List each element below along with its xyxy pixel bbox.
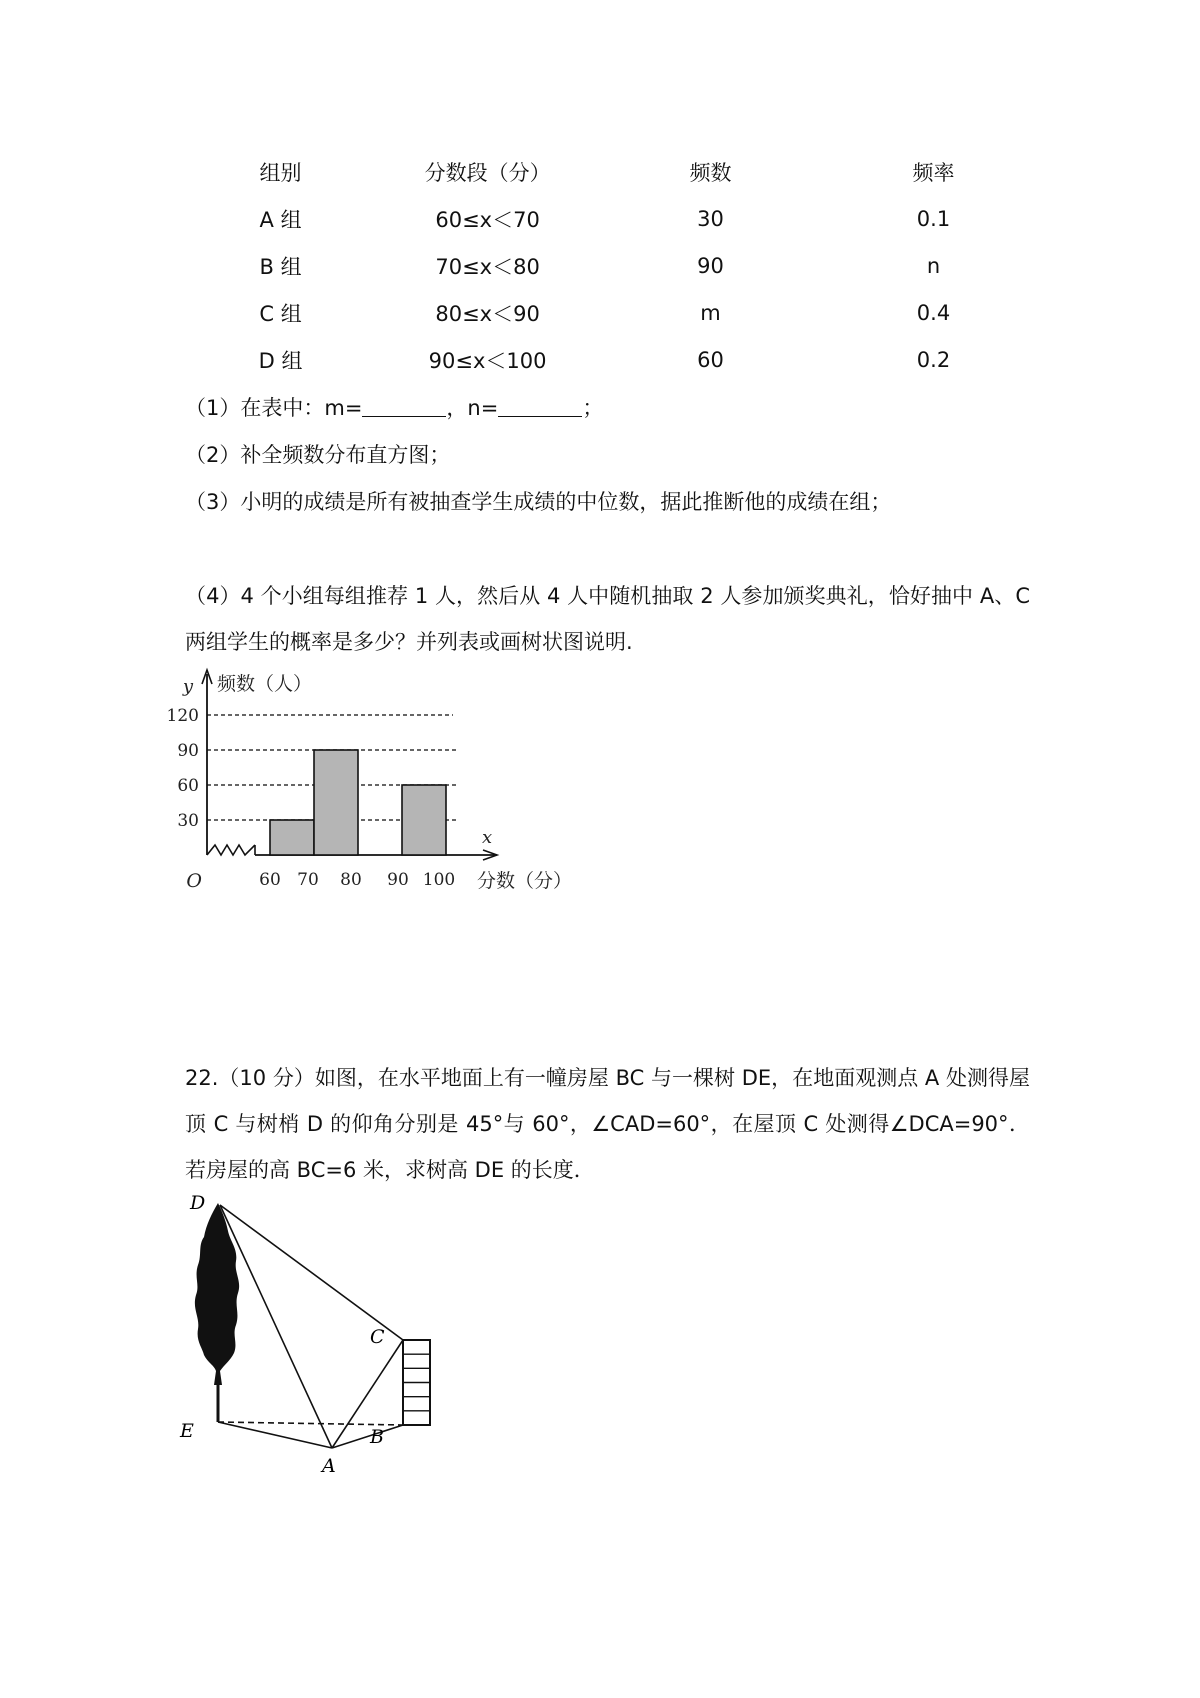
x-axis-letter: x <box>482 827 493 848</box>
label-E: E <box>180 1420 194 1442</box>
header-frequency: 频数 <box>689 160 732 185</box>
answer-blank-m <box>362 394 446 417</box>
table-cell: n <box>926 253 941 278</box>
histogram-bar <box>314 750 358 855</box>
table-cell: 60 <box>697 347 724 372</box>
table-cell: C 组 <box>259 301 302 326</box>
question-1-mid: ，n= <box>446 396 499 420</box>
question-3: （3）小明的成绩是所有被抽查学生成绩的中位数，据此推断他的成绩在组； <box>185 490 892 514</box>
table-cell: 30 <box>697 206 724 231</box>
x-axis-title: 分数（分） <box>477 870 573 892</box>
frequency-table-body <box>185 148 1045 383</box>
table-cell: 80≤x＜90 <box>435 301 540 326</box>
problem-22-text: 22.（10 分）如图，在水平地面上有一幢房屋 BC 与一棵树 DE，在地面观测点 A 处测得屋顶 C 与树梢 D 的仰角分别是 45°与 60°，∠CAD=60°，在屋顶 C 处测得∠DCA=90°．若房屋的高 BC=6 米，求树高 DE 的长度． <box>185 1066 1030 1182</box>
frequency-table <box>185 148 1045 383</box>
table-cell: 0.4 <box>916 300 951 325</box>
y-tick-label: 60 <box>177 776 199 796</box>
table-cell: 90≤x＜100 <box>428 348 547 373</box>
table-cell: 90 <box>697 253 724 278</box>
x-tick-label: 100 <box>422 870 456 890</box>
table-cell: 70≤x＜80 <box>435 254 540 279</box>
histogram-plot <box>167 670 572 892</box>
question-1-text: （1）在表中：m= <box>185 396 363 420</box>
header-group: 组别 <box>259 160 302 185</box>
x-tick-label: 80 <box>340 870 362 890</box>
table-cell: B 组 <box>259 254 302 279</box>
x-tick-label: 60 <box>259 870 281 890</box>
y-tick-label: 90 <box>177 741 199 761</box>
answer-blank-n <box>498 394 582 417</box>
y-axis-letter: y <box>182 676 193 697</box>
table-cell: 0.1 <box>916 206 951 231</box>
header-rate: 频率 <box>912 160 955 185</box>
line-AB <box>332 1425 403 1448</box>
line-EB-dashed <box>218 1422 403 1425</box>
line-EA <box>218 1422 332 1448</box>
x-tick-label: 70 <box>297 870 319 890</box>
table-cell: 0.2 <box>916 347 951 372</box>
line-DC <box>220 1205 403 1340</box>
question-4: （4）4 个小组每组推荐 1 人，然后从 4 人中随机抽取 2 人参加颁奖典礼，恰好抽中 A、C 两组学生的概率是多少？并列表或画树状图说明. <box>185 584 1030 654</box>
axis-break-zigzag <box>207 845 255 855</box>
table-cell: m <box>700 300 721 325</box>
label-A: A <box>322 1455 336 1477</box>
question-2: （2）补全频数分布直方图； <box>185 443 451 467</box>
table-row <box>185 242 1045 289</box>
origin-label: O <box>186 870 202 892</box>
table-row <box>185 289 1045 336</box>
header-score-range: 分数段（分） <box>424 160 551 185</box>
geometry-figure <box>180 1185 450 1475</box>
histogram-bar <box>402 785 446 855</box>
label-B: B <box>370 1426 384 1448</box>
label-D: D <box>190 1192 206 1214</box>
frequency-histogram <box>166 665 635 955</box>
y-tick-label: 120 <box>166 706 199 726</box>
table-row <box>185 195 1045 242</box>
table-cell: D 组 <box>258 348 303 373</box>
table-header-row <box>185 148 1045 195</box>
label-C: C <box>370 1326 385 1348</box>
table-cell: A 组 <box>259 207 302 232</box>
line-CA <box>332 1340 403 1448</box>
line-DA <box>220 1205 332 1448</box>
question-1 <box>185 385 1030 431</box>
y-axis-title: 频数（人） <box>217 673 313 695</box>
x-tick-label: 90 <box>387 870 409 890</box>
y-tick-label: 30 <box>177 811 199 831</box>
table-cell: 60≤x＜70 <box>435 207 540 232</box>
table-row <box>185 336 1045 383</box>
question-1-end: ； <box>582 396 604 420</box>
histogram-bar <box>270 820 314 855</box>
